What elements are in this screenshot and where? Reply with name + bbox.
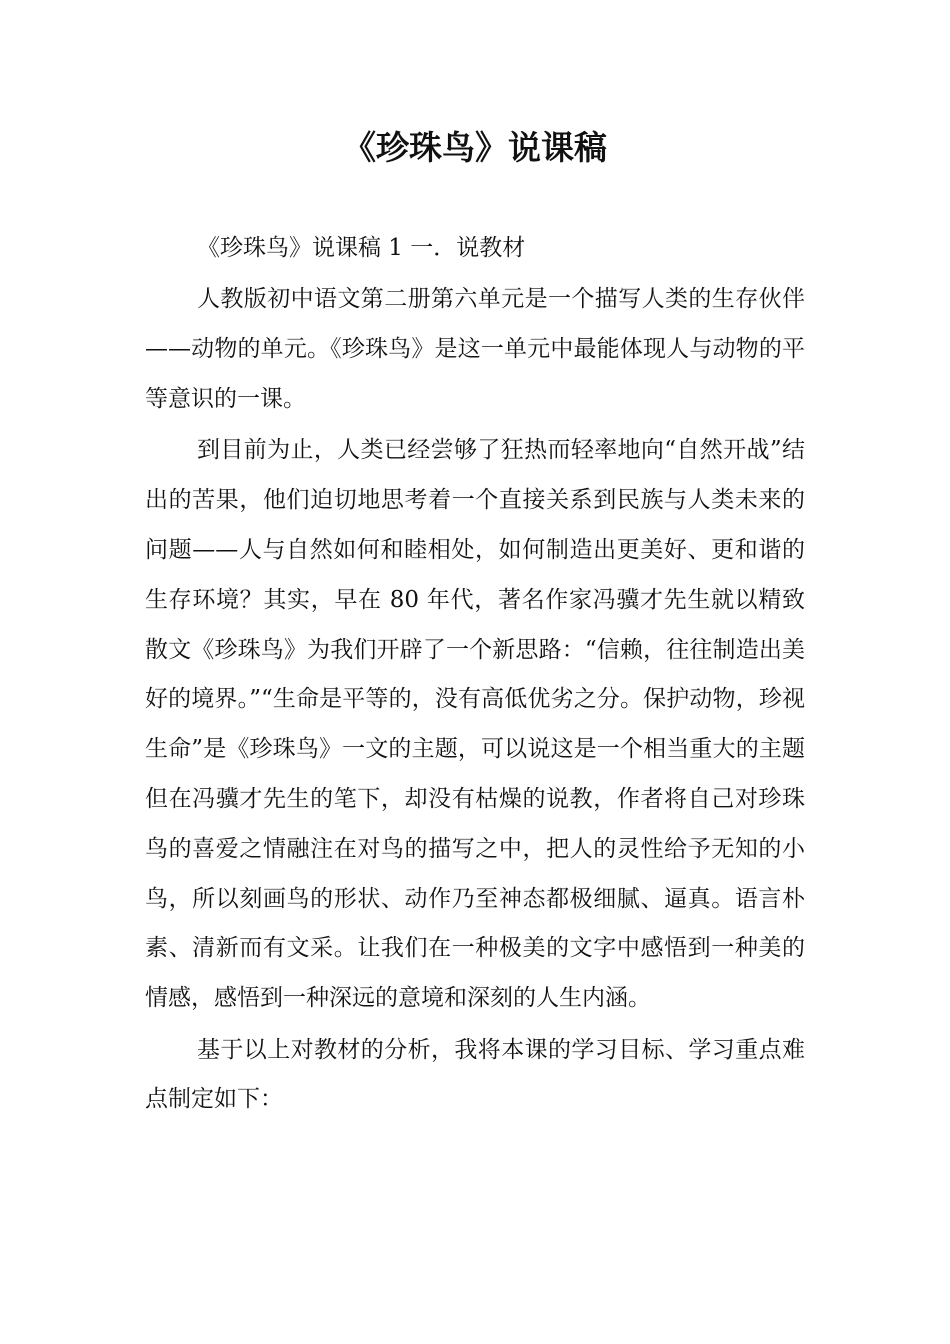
document-body [145,224,805,1127]
paragraph: 基于以上对教材的分析，我将本课的学习目标、学习重点难点制定如下： [145,1036,805,1113]
document-title: 《珍珠鸟》说课稿 [343,128,607,167]
paragraph: 人教版初中语文第二册第六单元是一个描写人类的生存伙伴——动物的单元。《珍珠鸟》是这一单元中最能体现人与动物的平等意识的一课。 [145,286,805,412]
section-heading: 《珍珠鸟》说课稿 1 一．说教材 [197,235,526,261]
paragraph: 到目前为止，人类已经尝够了狂热而轻率地向“自然开战”结出的苦果，他们迫切地思考着一个直接关系到民族与人类未来的问题——人与自然如何和睦相处，如何制造出更美好、更和谐的生存环境？其实，早在 80 年代，著名作家冯骥才先生就以精致散文《珍珠鸟》为我们开辟了一个新思路：“信赖，往往制造出美好的境界。”“生命是平等的，没有高低优劣之分。保护动物，珍视生命”是《珍珠鸟》一文的主题，可以说这是一个相当重大的主题但在冯骥才先生的笔下，却没有枯燥的说教，作者将自己对珍珠鸟的喜爱之情融注在对鸟的描写之中，把人的灵性给予无知的小鸟，所以刻画鸟的形状、动作乃至神态都极细腻、逼真。语言朴素、清新而有文采。让我们在一种极美的文字中感悟到一种美的情感，感悟到一种深远的意境和深刻的人生内涵。 [145,437,805,1012]
